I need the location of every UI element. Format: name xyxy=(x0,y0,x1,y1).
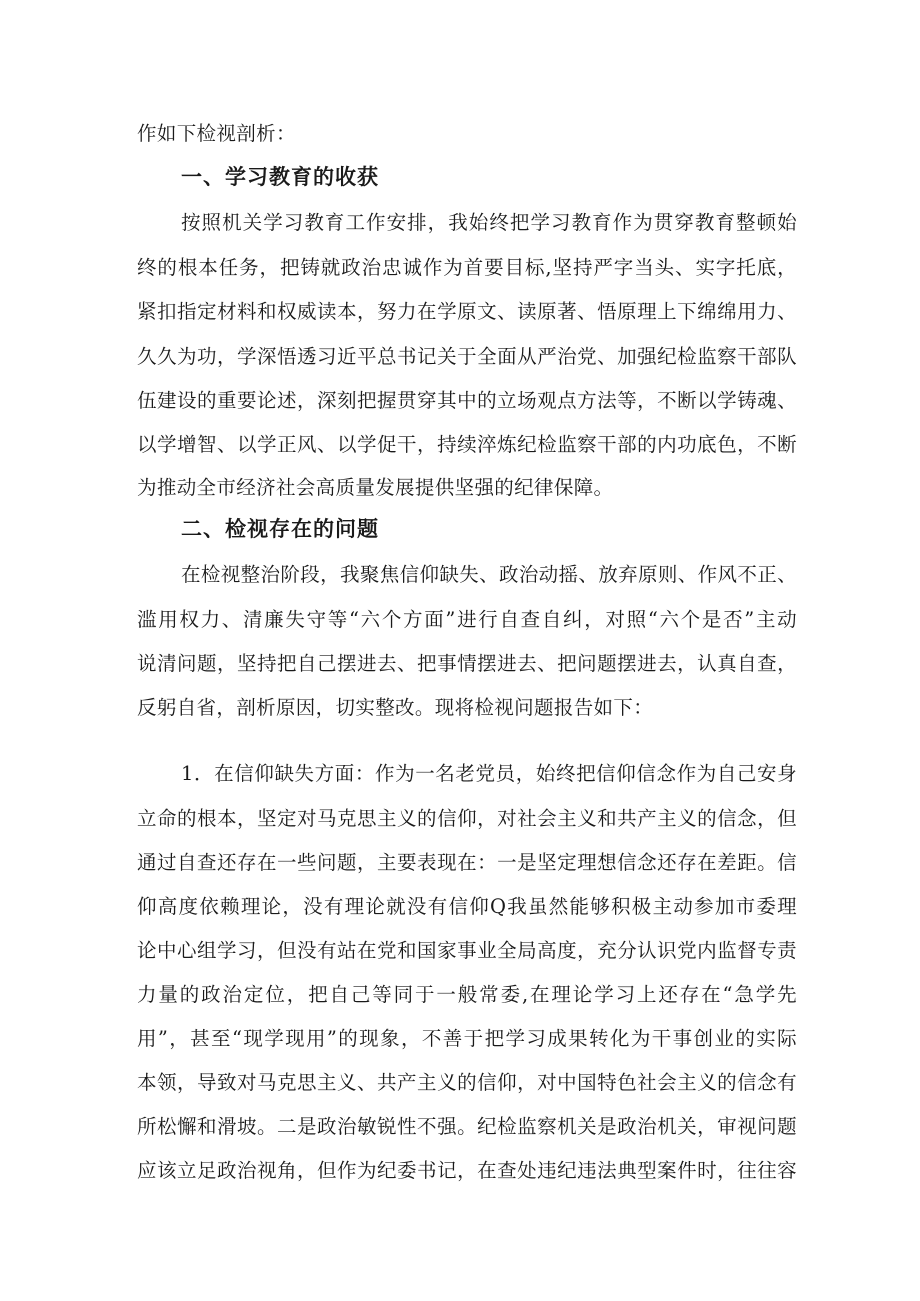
section-1-line: 以学增智、以学正风、以学促干，持续淬炼纪检监察干部的内功底色，不断 xyxy=(137,433,797,456)
section-1-line: 为推动全市经济社会高质量发展提供坚强的纪律保障。 xyxy=(137,476,614,499)
item-1-line: 力量的政治定位，把自己等同于一般常委,在理论学习上还存在“急学先 xyxy=(137,983,797,1006)
section-2-line: 反躬自省，剖析原因，切实整改。现将检视问题报告如下： xyxy=(137,696,654,719)
section-1-line: 紧扣指定材料和权威读本，努力在学原文、读原著、悟原理上下绵绵用力、 xyxy=(137,300,797,323)
item-1-line: 用”，甚至“现学现用”的现象，不善于把学习成果转化为干事创业的实际 xyxy=(137,1027,797,1050)
section-2-line: 说清问题，坚持把自己摆进去、把事情摆进去、把问题摆进去，认真自查， xyxy=(137,652,797,675)
item-1-line: 应该立足政治视角，但作为纪委书记，在查处违纪违法典型案件时，往往容 xyxy=(137,1159,797,1182)
item-1-line: 本领，导致对马克思主义、共产主义的信仰，对中国特色社会主义的信念有 xyxy=(137,1071,797,1094)
item-1-line: 通过自查还存在一些问题，主要表现在：一是坚定理想信念还存在差距。信 xyxy=(137,851,797,874)
section-2-heading: 二、检视存在的问题 xyxy=(181,517,379,541)
section-2-line: 滥用权力、清廉失守等“六个方面”进行自查自纠，对照“六个是否”主动 xyxy=(137,608,797,631)
item-1-line: 所松懈和滑坡。二是政治敏锐性不强。纪检监察机关是政治机关，审视问题 xyxy=(137,1115,797,1138)
section-1-line: 按照机关学习教育工作安排，我始终把学习教育作为贯穿教育整顿始 xyxy=(181,211,797,234)
item-1-line: 论中心组学习，但没有站在党和国家事业全局高度，充分认识党内监督专责 xyxy=(137,939,797,962)
item-1-line: 仰高度依赖理论，没有理论就没有信仰Q我虽然能够积极主动参加市委理 xyxy=(137,895,797,918)
item-1-line: 1．在信仰缺失方面：作为一名老党员，始终把信仰信念作为自己安身 xyxy=(181,762,797,785)
section-1-line: 伍建设的重要论述，深刻把握贯穿其中的立场观点方法等，不断以学铸魂、 xyxy=(137,389,797,412)
section-1-line: 久久为功，学深悟透习近平总书记关于全面从严治党、加强纪检监察干部队 xyxy=(137,345,797,368)
section-1-line: 终的根本任务，把铸就政治忠诚作为首要目标,坚持严字当头、实字托底， xyxy=(137,256,797,279)
intro-line: 作如下检视剖析： xyxy=(137,122,296,145)
section-2-line: 在检视整治阶段，我聚焦信仰缺失、政治动摇、放弃原则、作风不正、 xyxy=(181,563,797,586)
section-1-heading: 一、学习教育的收获 xyxy=(181,165,379,189)
item-1-line: 立命的根本，坚定对马克思主义的信仰，对社会主义和共产主义的信念，但 xyxy=(137,807,797,830)
